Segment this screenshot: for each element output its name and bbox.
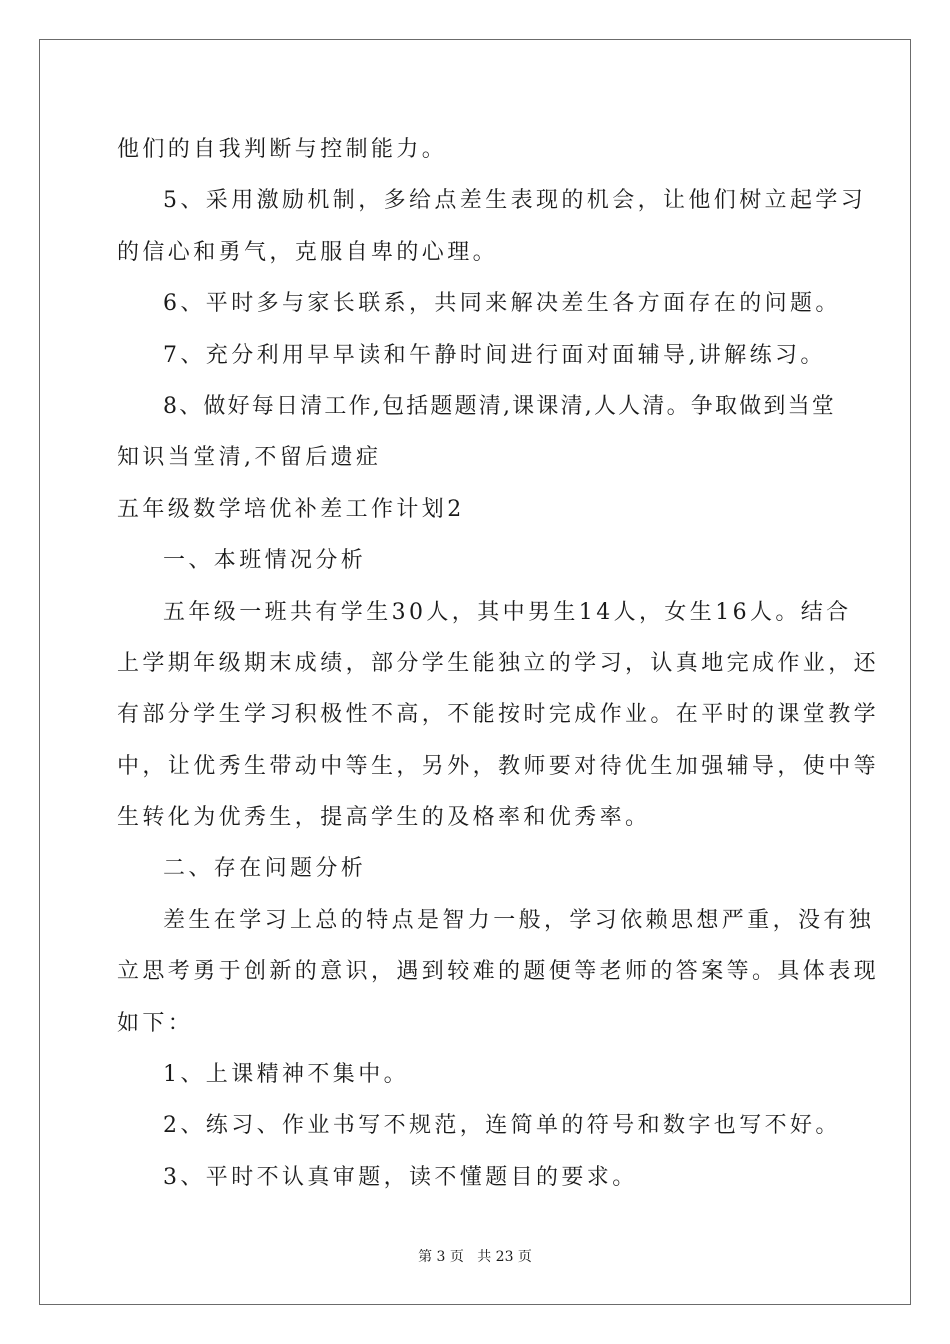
section-heading: 二、存在问题分析 [163,856,367,882]
document-body [117,128,880,1207]
list-item: 3、平时不认真审题，读不懂题目的要求。 [163,1164,638,1190]
paragraph-line: 如下： [117,1010,194,1036]
list-item: 2、练习、作业书写不规范，连简单的符号和数字也写不好。 [163,1113,841,1139]
paragraph-line: 上学期年级期末成绩，部分学生能独立的学习，认真地完成作业，还 [117,650,880,676]
paragraph-line: 中，让优秀生带动中等生，另外，教师要对待优生加强辅导，使中等 [117,753,880,779]
list-item: 6、平时多与家长联系，共同来解决差生各方面存在的问题。 [163,291,841,317]
paragraph-line: 生转化为优秀生，提高学生的及格率和优秀率。 [117,805,651,831]
list-item: 7、充分利用早早读和午静时间进行面对面辅导,讲解练习。 [163,342,826,368]
paragraph-line: 有部分学生学习积极性不高，不能按时完成作业。在平时的课堂教学 [117,702,880,728]
section-heading: 一、本班情况分析 [163,548,367,574]
list-item: 5、采用激励机制，多给点差生表现的机会，让他们树立起学习 [163,188,867,214]
list-item: 1、上课精神不集中。 [163,1062,409,1088]
paragraph-line: 差生在学习上总的特点是智力一般，学习依赖思想严重，没有独 [163,907,875,933]
page-number-footer: 第 3 页 共 23 页 [418,1249,532,1265]
text-line: 他们的自我判断与控制能力。 [117,137,448,162]
text-line: 的信心和勇气，克服自卑的心理。 [117,239,499,265]
list-item: 8、做好每日清工作,包括题题清,课课清,人人清。争取做到当堂 [163,393,836,419]
section-title: 五年级数学培优补差工作计划2 [117,496,465,522]
text-line: 知识当堂清,不留后遗症 [117,445,382,471]
paragraph-line: 五年级一班共有学生30人，其中男生14人，女生16人。结合 [163,599,852,625]
paragraph-line: 立思考勇于创新的意识，遇到较难的题便等老师的答案等。具体表现 [117,959,880,985]
